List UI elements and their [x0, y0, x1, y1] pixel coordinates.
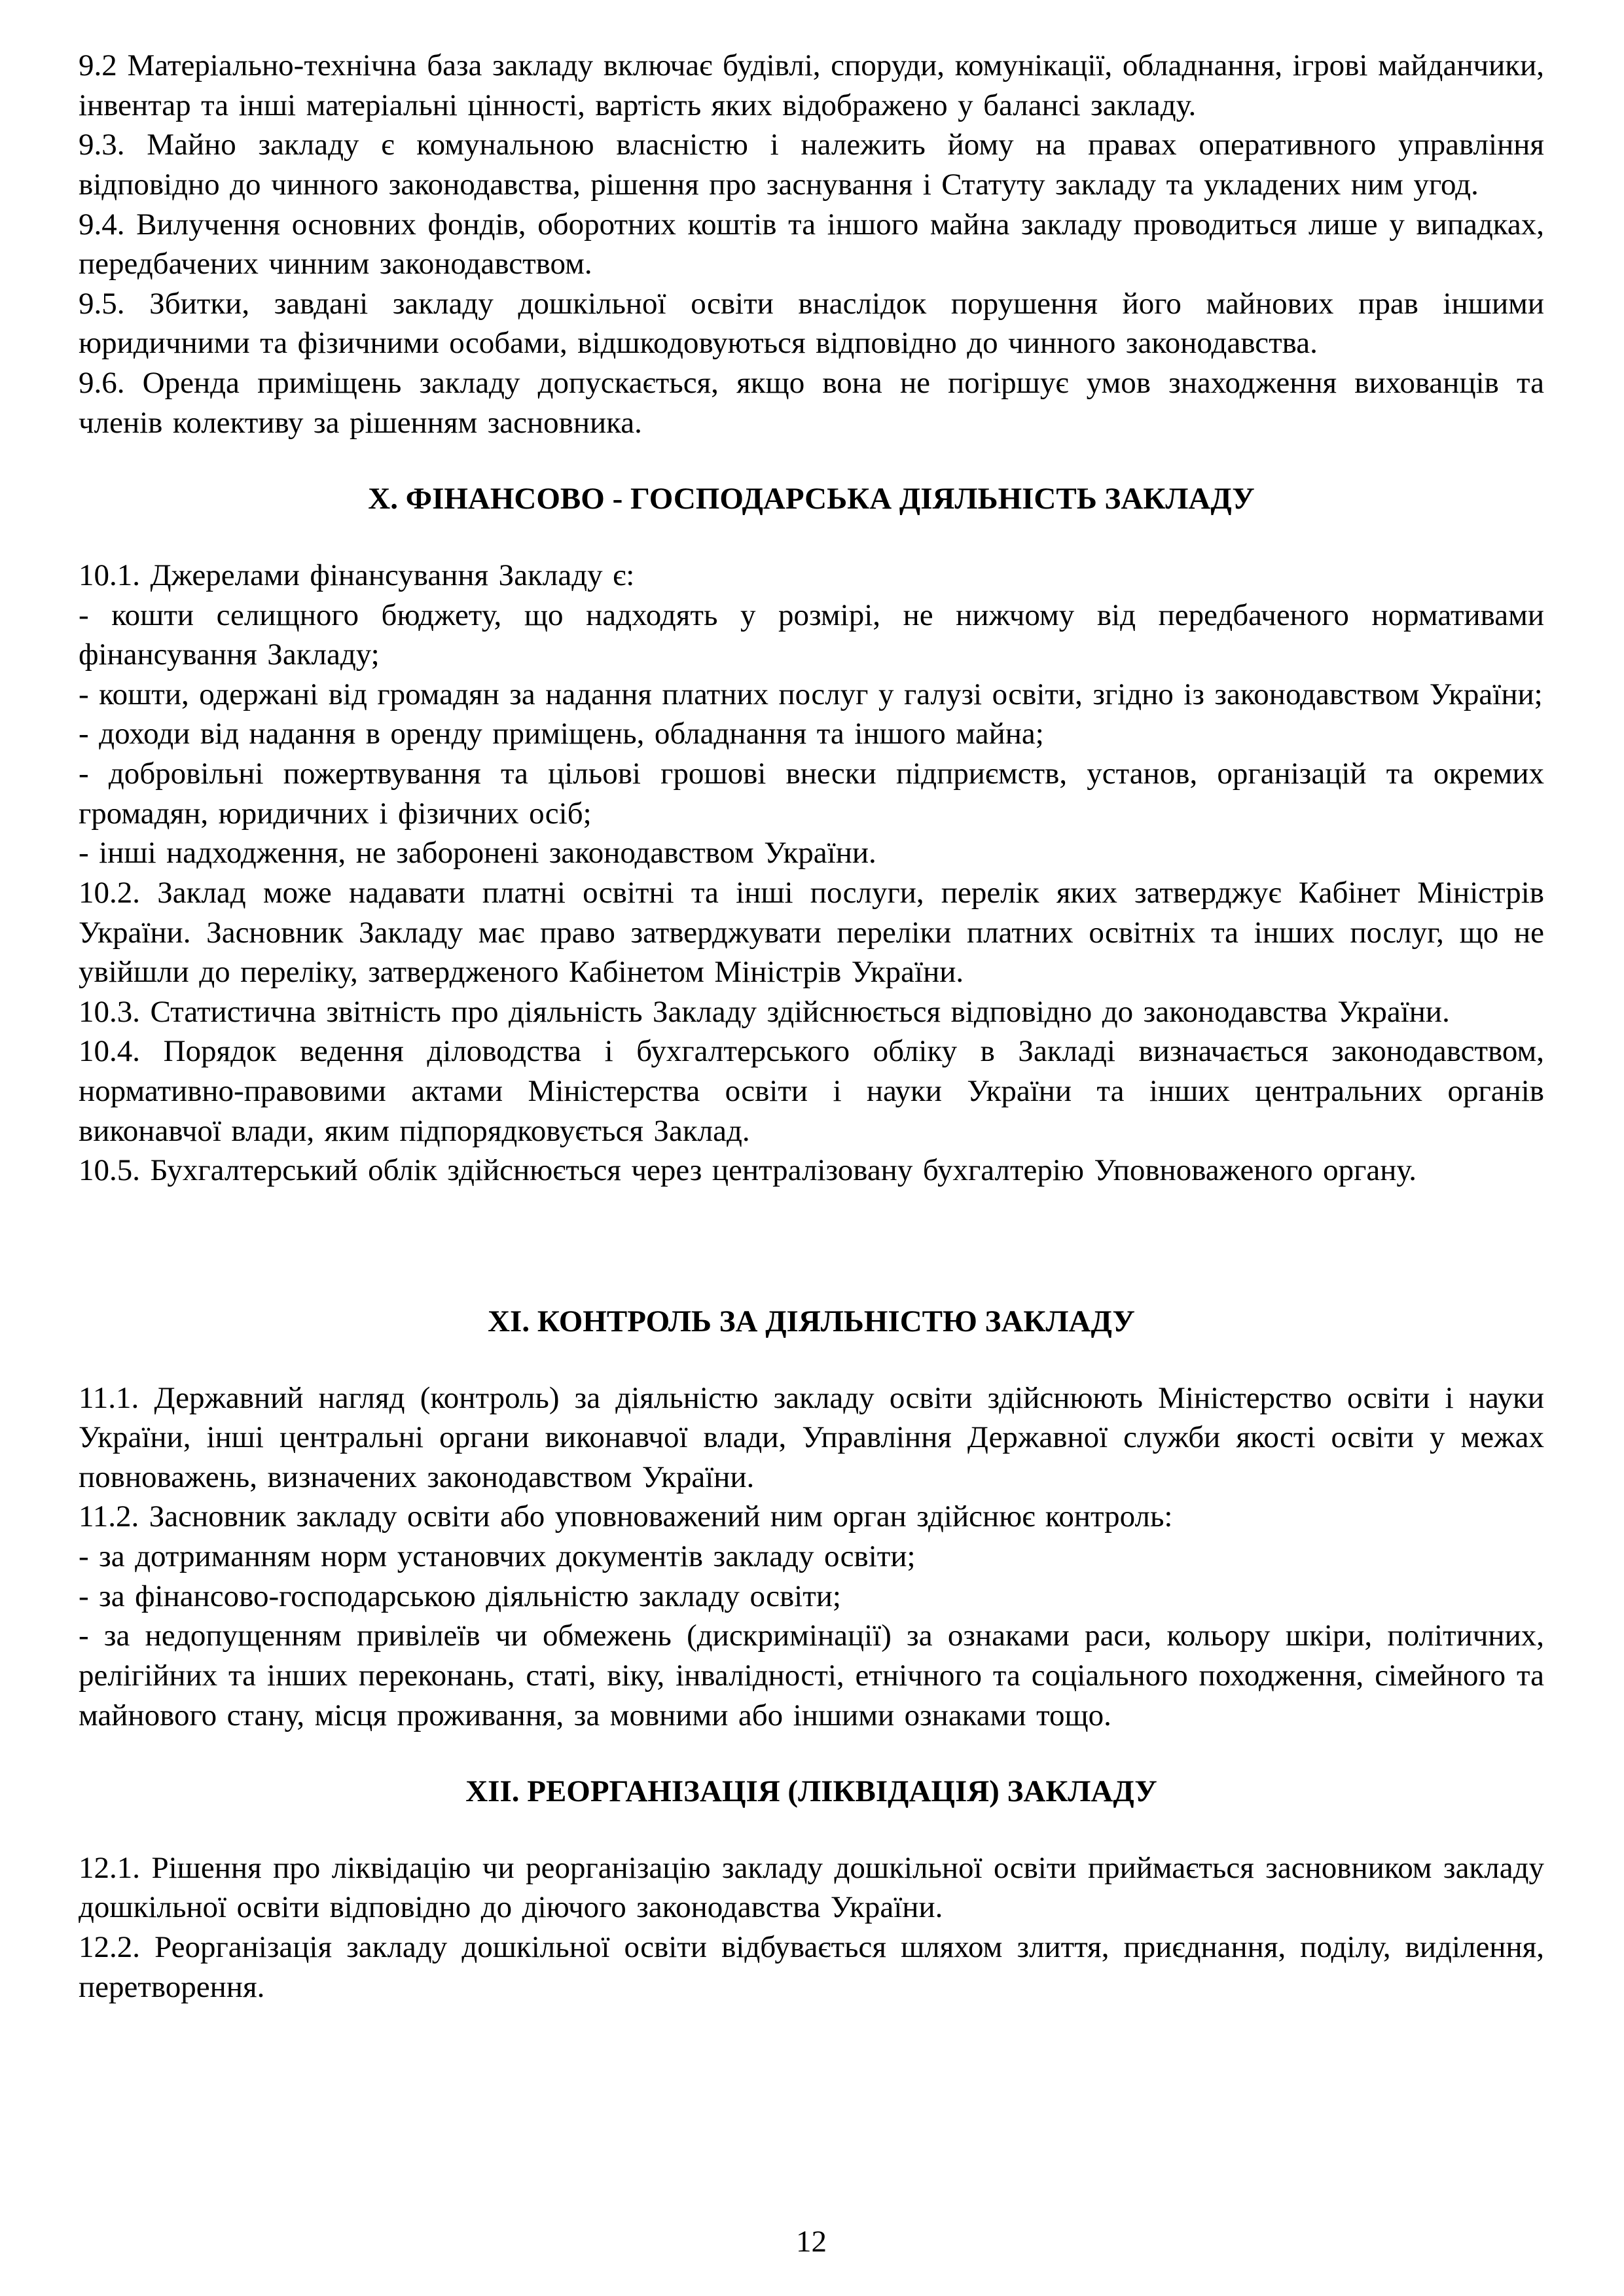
list-item-funding-3: - доходи від надання в оренду приміщень, обладнання та іншого майна;	[79, 717, 1044, 751]
paragraph-9-5: 9.5. Збитки, завдані закладу дошкільної освіти внаслідок порушення його майнових прав іншими юридичними та фізичними особами, відшкодовуються відповідно до чинного законодавства.	[79, 286, 1544, 361]
paragraph-12-2: 12.2. Реорганізація закладу дошкільної освіти відбувається шляхом злиття, приєднання, поділу, виділення, перетворення.	[79, 1930, 1544, 2004]
page-number: 12	[796, 2225, 827, 2259]
paragraph-9-4: 9.4. Вилучення основних фондів, оборотних коштів та іншого майна закладу проводиться лише у випадках, передбачених чинним законодавством.	[79, 207, 1544, 281]
paragraph-11-2: 11.2. Засновник закладу освіти або уповноважений ним орган здійснює контроль:	[79, 1499, 1173, 1534]
paragraph-9-2: 9.2 Матеріально-технічна база закладу включає будівлі, споруди, комунікації, обладнання, ігрові майданчики, інвентар та інші матеріальні цінності, вартість яких відображено у балансі закладу.	[79, 48, 1544, 122]
section-heading-xii-reorganization: XII. РЕОРГАНІЗАЦІЯ (ЛІКВІДАЦІЯ) ЗАКЛАДУ	[465, 1774, 1157, 1809]
list-item-control-2: - за фінансово-господарською діяльністю закладу освіти;	[79, 1579, 841, 1613]
list-item-control-1: - за дотриманням норм установчих документів закладу освіти;	[79, 1539, 916, 1573]
list-item-funding-4: - добровільні пожертвування та цільові грошові внески підприємств, установ, організацій та окремих громадян, юридичних і фізичних осіб;	[79, 757, 1544, 831]
paragraph-10-3: 10.3. Статистична звітність про діяльність Закладу здійснюється відповідно до законодавства України.	[79, 994, 1450, 1029]
list-item-funding-5: - інші надходження, не заборонені законодавством України.	[79, 836, 876, 870]
paragraph-12-1: 12.1. Рішення про ліквідацію чи реорганізацію закладу дошкільної освіти приймається засновником закладу дошкільної освіти відповідно до діючого законодавства України.	[79, 1850, 1544, 1925]
paragraph-10-1: 10.1. Джерелами фінансування Закладу є:	[79, 558, 635, 592]
paragraph-10-2: 10.2. Заклад може надавати платні освітні та інші послуги, перелік яких затверджує Кабінет Міністрів України. Засновник Закладу має право затверджувати переліки платних освітніх та інших послуг, що не увійшли до переліку, затвердженого Кабінетом Міністрів України.	[79, 875, 1544, 990]
section-heading-xi-control: XI. КОНТРОЛЬ ЗА ДІЯЛЬНІСТЮ ЗАКЛАДУ	[488, 1304, 1135, 1338]
paragraph-9-6: 9.6. Оренда приміщень закладу допускається, якщо вона не погіршує умов знаходження вихованців та членів колективу за рішенням засновника.	[79, 366, 1544, 440]
section-heading-x-finance: X. ФІНАНСОВО - ГОСПОДАРСЬКА ДІЯЛЬНІСТЬ ЗАКЛАДУ	[368, 482, 1255, 516]
list-item-funding-2: - кошти, одержані від громадян за надання платних послуг у галузі освіти, згідно із законодавством України;	[79, 677, 1543, 711]
paragraph-10-4: 10.4. Порядок ведення діловодства і бухгалтерського обліку в Закладі визначається законодавством, нормативно-правовими актами Міністерства освіти і науки України та інших центральних органів виконавчої влади, яким підпорядковується Заклад.	[79, 1034, 1544, 1148]
paragraph-10-5: 10.5. Бухгалтерський облік здійснюється через централізовану бухгалтерію Уповноваженого органу.	[79, 1153, 1416, 1188]
list-item-funding-1: - кошти селищного бюджету, що надходять у розмірі, не нижчому від передбаченого нормативами фінансування Закладу;	[79, 598, 1544, 672]
paragraph-11-1: 11.1. Державний нагляд (контроль) за діяльністю закладу освіти здійснюють Міністерство освіти і науки України, інші центральні органи виконавчої влади, Управління Державної служби якості освіти у межах повноважень, визначених законодавством України.	[79, 1380, 1544, 1494]
list-item-control-3: - за недопущенням привілеїв чи обмежень (дискримінації) за ознаками раси, кольору шкіри, політичних, релігійних та інших переконань, статі, віку, інвалідності, етнічного та соціального походження, сімейного та майнового стану, місця проживання, за мовними або іншими ознаками тощо.	[79, 1619, 1544, 1732]
paragraph-9-3: 9.3. Майно закладу є комунальною власністю і належить йому на правах оперативного управління відповідно до чинного законодавства, рішення про заснування і Статуту закладу та укладених ним угод.	[79, 128, 1544, 202]
